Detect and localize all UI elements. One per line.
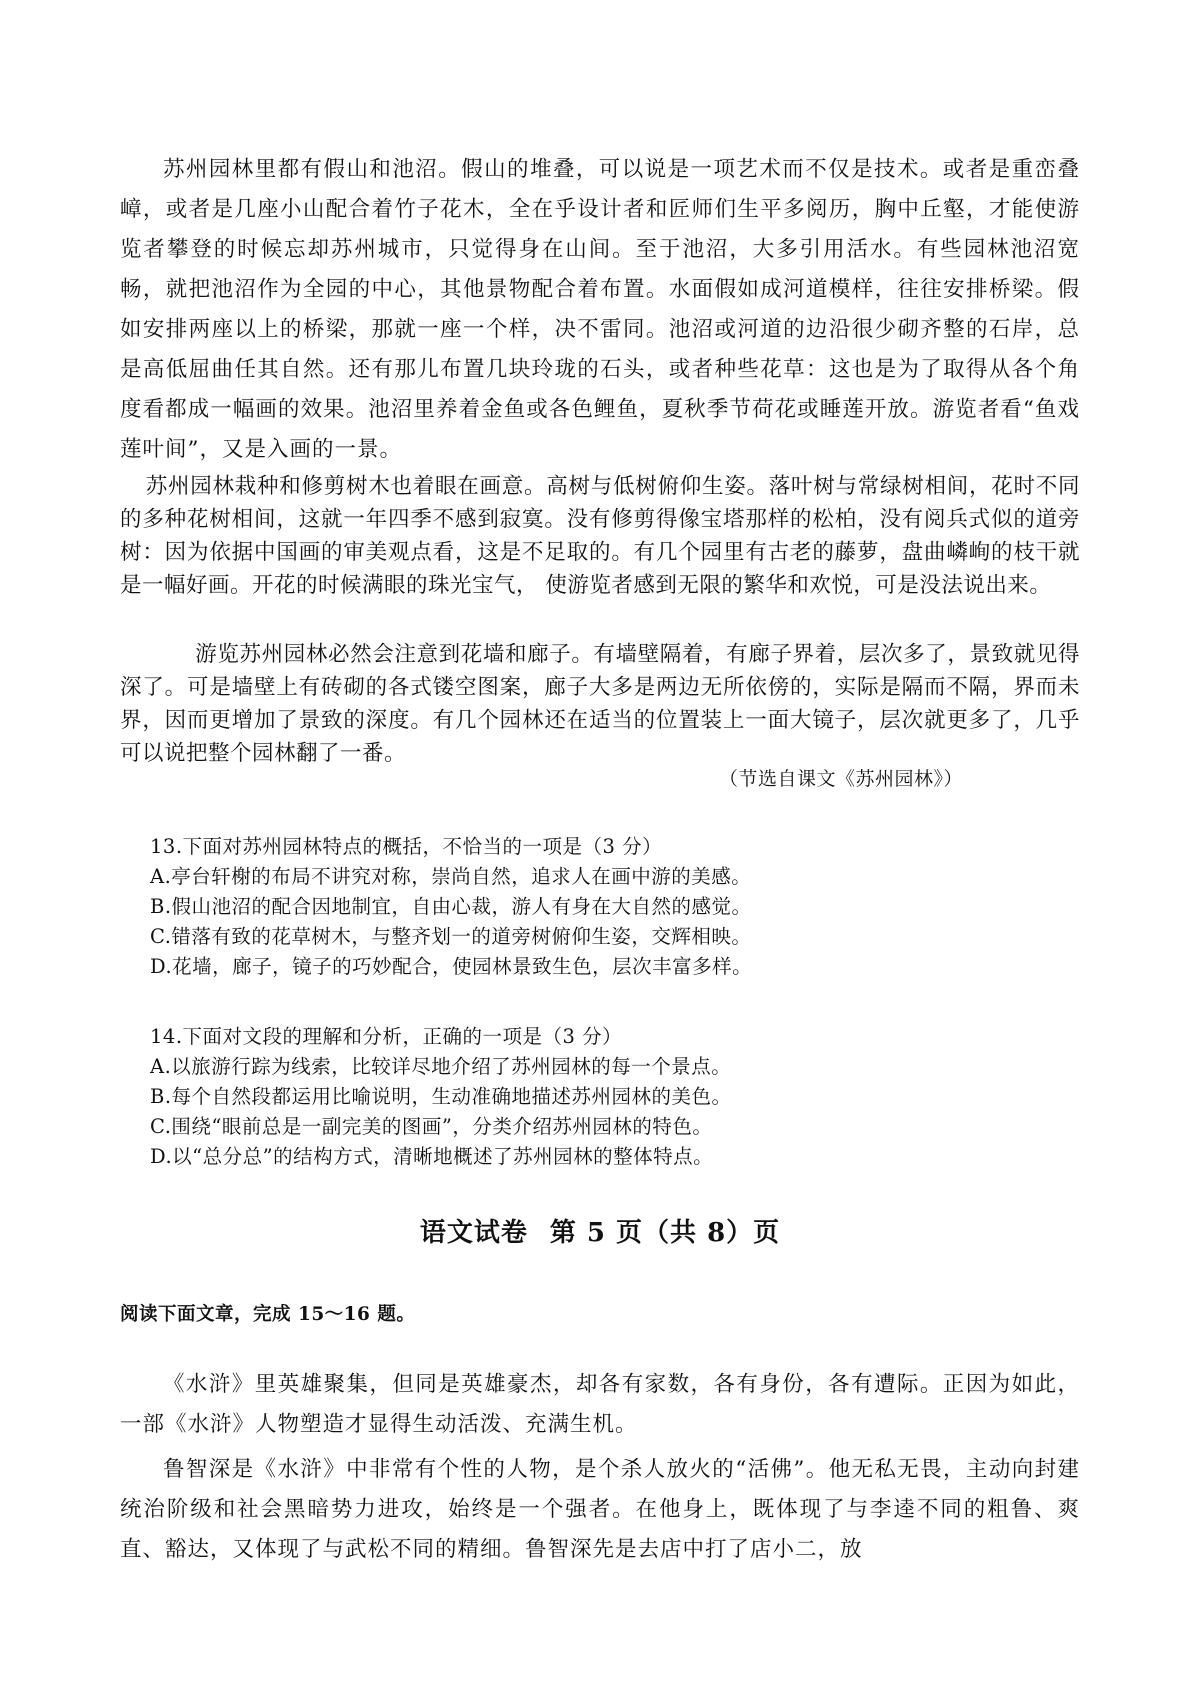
paragraph-text: 苏州园林里都有假山和池沼。假山的堆叠，可以说是一项艺术而不仅是技术。或者是重峦叠嶂，或者是几座小山配合着竹子花木，全在乎设计者和匠师们生平多阅历，胸中丘壑，才能使游览者攀登的时候忘却苏州城市，只觉得身在山间。至于池沼，大多引用活水。有些园林池沼宽畅，就把池沼作为全园的中心，其他景物配合着布置。水面假如成河道模样，往往安排桥梁。假如安排两座以上的桥梁，那就一座一个样，决不雷同。池沼或河道的边沿很少砌齐整的石岸，总是高低屈曲任其自然。还有那儿布置几块玲珑的石头，或者种些花草：这也是为了取得从各个角度看都成一幅画的效果。池沼里养着金鱼或各色鲤鱼，夏秋季节荷花或睡莲开放。游览者看“鱼戏莲叶间”，又是入画的一景。 — [120, 157, 1080, 462]
question-option-d: D.以“总分总”的结构方式，清晰地概述了苏州园林的整体特点。 — [150, 1145, 714, 1168]
paragraph-text: 游览苏州园林必然会注意到花墙和廊子。有墙壁隔着，有廊子界着，层次多了，景致就见得深了。可是墙壁上有砖砌的各式镂空图案，廊子大多是两边无所依傍的，实际是隔而不隔，界而未界，因而更增加了景致的深度。有几个园林还在适当的位置装上一面大镜子，层次就更多了，几乎可以说把整个园林翻了一番。 — [120, 642, 1080, 766]
paragraph-text: 《水浒》里英雄聚集，但同是英雄豪杰，却各有家数，各有身份，各有遭际。正因为如此，一部《水浒》人物塑造才显得生动活泼、充满生机。 — [120, 1372, 1080, 1437]
question-stem: 13.下面对苏州园林特点的概括，不恰当的一项是（3 分） — [150, 835, 663, 858]
paragraph-text: 苏州园林栽种和修剪树木也着眼在画意。高树与低树俯仰生姿。落叶树与常绿树相间，花时不同的多种花树相间，这就一年四季不感到寂寞。没有修剪得像宝塔那样的松柏，没有阅兵式似的道旁树：因为依据中国画的审美观点看，这是不足取的。有几个园里有古老的藤萝，盘曲嶙峋的枝干就是一幅好画。开花的时候满眼的珠光宝气， 使游览者感到无限的繁华和欢悦，可是没法说出来。 — [120, 474, 1080, 598]
page-footer — [0, 1212, 1200, 1249]
question-14 — [150, 1022, 1050, 1172]
footer-subject: 语文试卷 — [419, 1218, 528, 1248]
question-stem: 14.下面对文段的理解和分析，正确的一项是（3 分） — [150, 1025, 623, 1048]
question-13 — [150, 832, 1050, 982]
reading-instruction: 阅读下面文章，完成 15～16 题。 — [120, 1304, 416, 1325]
paragraph-text: 鲁智深是《水浒》中非常有个性的人物，是个杀人放火的“活佛”。他无私无畏，主动向封建统治阶级和社会黑暗势力进攻，始终是一个强者。在他身上，既体现了与李逵不同的粗鲁、爽直、豁达，又体现了与武松不同的精细。鲁智深先是去店中打了店小二，放 — [120, 1457, 1080, 1562]
footer-page-number: 第 5 页（共 8）页 — [549, 1218, 781, 1248]
passage-paragraph-water-margin-intro — [120, 1365, 1080, 1445]
question-option-c: C.围绕“眼前总是一副完美的图画”，分类介绍苏州园林的特色。 — [150, 1115, 713, 1138]
question-option-b: B.假山池沼的配合因地制宜，自由心裁，游人有身在大自然的感觉。 — [150, 895, 752, 918]
question-option-c: C.错落有致的花草树木，与整齐划一的道旁树俯仰生姿，交辉相映。 — [150, 925, 752, 948]
passage-paragraph-lu-zhishen — [120, 1450, 1080, 1570]
passage-source: （节选自课文《苏州园林》） — [718, 768, 963, 790]
passage-paragraph-trees — [120, 470, 1080, 602]
passage-paragraph-rockeries-ponds — [120, 150, 1080, 470]
passage-paragraph-walls-corridors — [120, 638, 1080, 770]
question-option-a: A.亭台轩榭的布局不讲究对称，崇尚自然，追求人在画中游的美感。 — [150, 865, 752, 888]
question-option-d: D.花墙，廊子，镜子的巧妙配合，使园林景致生色，层次丰富多样。 — [150, 955, 753, 978]
question-option-a: A.以旅游行踪为线索，比较详尽地介绍了苏州园林的每一个景点。 — [150, 1055, 732, 1078]
question-option-b: B.每个自然段都运用比喻说明，生动准确地描述苏州园林的美色。 — [150, 1085, 732, 1108]
